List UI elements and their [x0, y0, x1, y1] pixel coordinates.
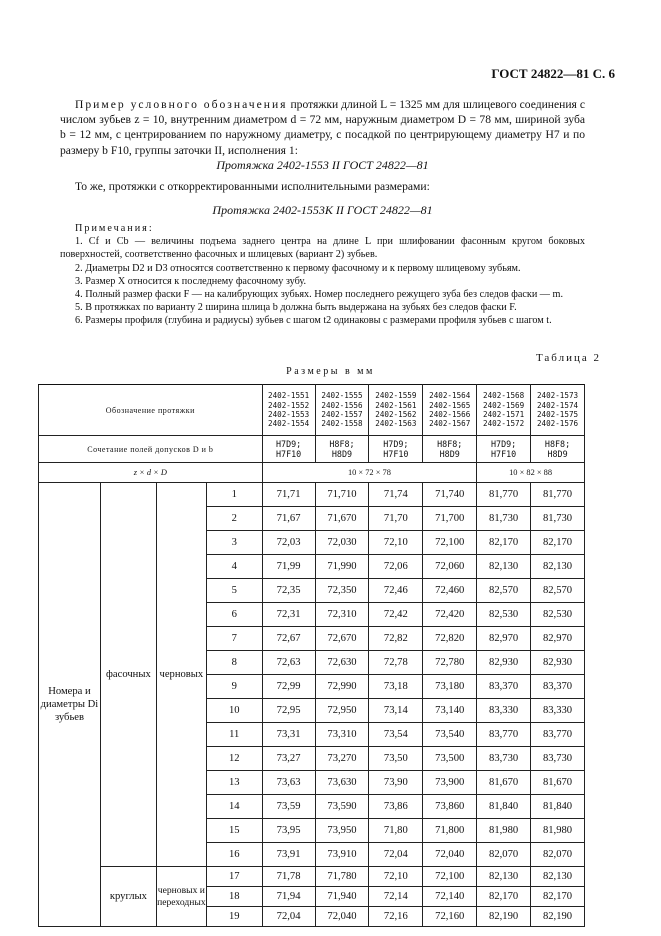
tooth-diameter: 82,170 [477, 531, 531, 555]
notes-title: Примечания: [75, 223, 154, 234]
tol-col-3: H7D9; H7F10 [369, 436, 423, 463]
tooth-number: 16 [206, 843, 262, 867]
tooth-number: 17 [206, 867, 262, 887]
tooth-diameter: 83,730 [477, 747, 531, 771]
tooth-diameter: 73,310 [315, 723, 369, 747]
tooth-number: 18 [206, 887, 262, 907]
dimensions-table [38, 384, 585, 927]
tooth-diameter: 73,630 [315, 771, 369, 795]
example-text: протяжки длиной L = 1325 мм для шлицевого соединения с числом зубьев z = 10, внутренним диаметром d = 72 мм, наружным диаметром D = 78 мм, шириной зуба b = 12 мм, с центрированием по наружному диаметру, с посадкой по центрирующему диаметру H7 и по размеру b F10, группы заточки II, исполнения 1: [60, 98, 585, 157]
tooth-diameter: 71,670 [315, 507, 369, 531]
tooth-diameter: 82,070 [531, 843, 585, 867]
tooth-diameter: 72,350 [315, 579, 369, 603]
codes-col-3: 2402-1559 2402-1561 2402-1562 2402-1563 [369, 385, 423, 436]
tooth-diameter: 72,06 [369, 555, 423, 579]
tooth-diameter: 72,460 [423, 579, 477, 603]
tooth-diameter: 73,180 [423, 675, 477, 699]
tooth-diameter: 73,140 [423, 699, 477, 723]
tooth-diameter: 82,930 [531, 651, 585, 675]
table-caption: Таблица 2 [535, 352, 601, 364]
tooth-diameter: 81,840 [477, 795, 531, 819]
dims-label: z × d × D [39, 463, 263, 483]
tooth-diameter: 72,67 [262, 627, 315, 651]
codes-col-2: 2402-1555 2402-1556 2402-1557 2402-1558 [315, 385, 369, 436]
tooth-diameter: 72,040 [423, 843, 477, 867]
tol-col-6: H8F8; H8D9 [531, 436, 585, 463]
tooth-diameter: 72,990 [315, 675, 369, 699]
tooth-diameter: 81,770 [531, 483, 585, 507]
sub-label-rough: черновых [156, 483, 206, 867]
tooth-diameter: 71,780 [315, 867, 369, 887]
tooth-number: 8 [206, 651, 262, 675]
tooth-diameter: 72,04 [369, 843, 423, 867]
note-2: 2. Диаметры D2 и D3 относятся соответственно к первому фасочному и к первому шлицевому зубьям. [75, 262, 521, 274]
tooth-diameter: 81,730 [531, 507, 585, 531]
tooth-diameter: 72,630 [315, 651, 369, 675]
tooth-diameter: 72,820 [423, 627, 477, 651]
tooth-diameter: 82,070 [477, 843, 531, 867]
tooth-diameter: 72,16 [369, 907, 423, 927]
tooth-diameter: 71,71 [262, 483, 315, 507]
tooth-diameter: 72,04 [262, 907, 315, 927]
tooth-diameter: 71,710 [315, 483, 369, 507]
tooth-number: 3 [206, 531, 262, 555]
tooth-diameter: 73,27 [262, 747, 315, 771]
tooth-diameter: 71,99 [262, 555, 315, 579]
tooth-diameter: 71,80 [369, 819, 423, 843]
tooth-diameter: 82,170 [531, 531, 585, 555]
tooth-diameter: 71,67 [262, 507, 315, 531]
example-lead: Пример условного обозначения [75, 98, 288, 111]
tooth-diameter: 73,540 [423, 723, 477, 747]
tooth-diameter: 72,950 [315, 699, 369, 723]
tooth-diameter: 72,780 [423, 651, 477, 675]
sub-label-round: круглых [100, 867, 156, 927]
tooth-diameter: 83,330 [477, 699, 531, 723]
tooth-number: 1 [206, 483, 262, 507]
tooth-diameter: 73,270 [315, 747, 369, 771]
tooth-diameter: 82,570 [531, 579, 585, 603]
tooth-diameter: 72,46 [369, 579, 423, 603]
tooth-diameter: 81,840 [531, 795, 585, 819]
tooth-diameter: 72,100 [423, 531, 477, 555]
tooth-diameter: 73,31 [262, 723, 315, 747]
tooth-diameter: 73,91 [262, 843, 315, 867]
tol-col-1: H7D9; H7F10 [262, 436, 315, 463]
page-header: ГОСТ 24822—81 С. 6 [491, 66, 615, 81]
tooth-diameter: 83,370 [477, 675, 531, 699]
tooth-diameter: 82,930 [477, 651, 531, 675]
tooth-diameter: 72,420 [423, 603, 477, 627]
tooth-diameter: 73,14 [369, 699, 423, 723]
tooth-diameter: 73,860 [423, 795, 477, 819]
tooth-diameter: 81,980 [531, 819, 585, 843]
tooth-diameter: 71,70 [369, 507, 423, 531]
tooth-diameter: 71,940 [315, 887, 369, 907]
sub-label-rough-trans: черновых и переходных [156, 867, 206, 927]
tooth-diameter: 73,95 [262, 819, 315, 843]
tooth-number: 5 [206, 579, 262, 603]
tooth-diameter: 72,10 [369, 867, 423, 887]
tol-col-4: H8F8; H8D9 [423, 436, 477, 463]
notes-block [60, 222, 585, 328]
tooth-diameter: 83,770 [531, 723, 585, 747]
tooth-diameter: 82,570 [477, 579, 531, 603]
tooth-diameter: 73,63 [262, 771, 315, 795]
tooth-number: 7 [206, 627, 262, 651]
tooth-diameter: 71,78 [262, 867, 315, 887]
tooth-number: 14 [206, 795, 262, 819]
tooth-diameter: 72,14 [369, 887, 423, 907]
codes-col-4: 2402-1564 2402-1565 2402-1566 2402-1567 [423, 385, 477, 436]
tooth-diameter: 72,060 [423, 555, 477, 579]
tooth-number: 19 [206, 907, 262, 927]
tooth-diameter: 82,530 [531, 603, 585, 627]
tooth-diameter: 83,330 [531, 699, 585, 723]
tooth-diameter: 73,500 [423, 747, 477, 771]
tooth-diameter: 73,590 [315, 795, 369, 819]
tooth-diameter: 73,910 [315, 843, 369, 867]
tooth-diameter: 73,90 [369, 771, 423, 795]
tooth-diameter: 72,030 [315, 531, 369, 555]
group-label: Номера и диаметры Di зубьев [39, 483, 101, 927]
designation-2: Протяжка 2402-1553К II ГОСТ 24822—81 [212, 203, 433, 217]
tooth-number: 4 [206, 555, 262, 579]
tooth-diameter: 82,130 [477, 867, 531, 887]
tooth-diameter: 81,670 [531, 771, 585, 795]
codes-col-6: 2402-1573 2402-1574 2402-1575 2402-1576 [531, 385, 585, 436]
tooth-diameter: 71,990 [315, 555, 369, 579]
tooth-diameter: 71,700 [423, 507, 477, 531]
tooth-diameter: 82,170 [531, 887, 585, 907]
example-paragraph [60, 97, 585, 158]
tooth-diameter: 82,170 [477, 887, 531, 907]
tooth-diameter: 83,370 [531, 675, 585, 699]
tol-col-2: H8F8; H8D9 [315, 436, 369, 463]
tooth-number: 15 [206, 819, 262, 843]
codes-col-5: 2402-1568 2402-1569 2402-1571 2402-1572 [477, 385, 531, 436]
tol-col-5: H7D9; H7F10 [477, 436, 531, 463]
header-designation-label: Обозначение протяжки [39, 385, 263, 436]
tooth-diameter: 81,730 [477, 507, 531, 531]
tooth-number: 6 [206, 603, 262, 627]
tooth-diameter: 81,670 [477, 771, 531, 795]
tooth-diameter: 71,74 [369, 483, 423, 507]
codes-col-1: 2402-1551 2402-1552 2402-1553 2402-1554 [262, 385, 315, 436]
sub-label-chamfer: фасочных [100, 483, 156, 867]
tooth-diameter: 72,78 [369, 651, 423, 675]
tooth-diameter: 72,160 [423, 907, 477, 927]
tooth-number: 10 [206, 699, 262, 723]
tooth-diameter: 72,040 [315, 907, 369, 927]
table-row [39, 867, 585, 887]
tooth-diameter: 83,770 [477, 723, 531, 747]
tooth-diameter: 71,740 [423, 483, 477, 507]
note-3: 3. Размер X относится к последнему фасочному зубу. [75, 275, 307, 287]
tooth-diameter: 72,63 [262, 651, 315, 675]
note-5: 5. В протяжках по варианту 2 ширина шлица b должна быть выдержана на зубьях без следов фаски F. [75, 302, 517, 314]
tooth-number: 9 [206, 675, 262, 699]
note-4: 4. Полный размер фаски F — на калибрующих зубьях. Номер последнего режущего зуба без следов фаски — m. [75, 289, 564, 301]
tooth-diameter: 72,670 [315, 627, 369, 651]
tooth-diameter: 82,130 [531, 555, 585, 579]
tooth-diameter: 73,59 [262, 795, 315, 819]
table-row [39, 483, 585, 507]
tooth-number: 11 [206, 723, 262, 747]
tooth-diameter: 73,950 [315, 819, 369, 843]
tooth-diameter: 73,54 [369, 723, 423, 747]
tooth-diameter: 73,18 [369, 675, 423, 699]
tooth-diameter: 73,86 [369, 795, 423, 819]
tooth-diameter: 72,10 [369, 531, 423, 555]
tooth-diameter: 72,82 [369, 627, 423, 651]
tooth-diameter: 72,31 [262, 603, 315, 627]
dims-group-2: 10 × 82 × 88 [477, 463, 585, 483]
tooth-diameter: 71,94 [262, 887, 315, 907]
tooth-diameter: 73,900 [423, 771, 477, 795]
tooth-diameter: 72,100 [423, 867, 477, 887]
tooth-diameter: 72,99 [262, 675, 315, 699]
tooth-diameter: 72,95 [262, 699, 315, 723]
tooth-diameter: 82,130 [477, 555, 531, 579]
tooth-number: 12 [206, 747, 262, 771]
tooth-diameter: 82,530 [477, 603, 531, 627]
same-text: То же, протяжки с откорректированными исполнительными размерами: [75, 180, 430, 193]
tooth-diameter: 72,310 [315, 603, 369, 627]
tooth-diameter: 73,50 [369, 747, 423, 771]
tooth-number: 2 [206, 507, 262, 531]
note-1: 1. Cf и Cb — величины подъема заднего центра на длине L при шлифовании фасонным кругом боковых поверхностей, соответственно фасочных и шлицевых (вариант 2) зубьев. [60, 236, 585, 261]
tooth-number: 13 [206, 771, 262, 795]
tooth-diameter: 81,770 [477, 483, 531, 507]
dims-group-1: 10 × 72 × 78 [262, 463, 477, 483]
tooth-diameter: 72,140 [423, 887, 477, 907]
tooth-diameter: 82,970 [531, 627, 585, 651]
header-tolerance-label: Сочетание полей допусков D и b [39, 436, 263, 463]
tooth-diameter: 83,730 [531, 747, 585, 771]
tooth-diameter: 71,800 [423, 819, 477, 843]
note-6: 6. Размеры профиля (глубина и радиусы) зубьев с шагом t2 одинаковы с размерами профиля зубьев с шагом t. [75, 315, 552, 327]
designation-1: Протяжка 2402-1553 II ГОСТ 24822—81 [216, 158, 429, 172]
tooth-diameter: 82,970 [477, 627, 531, 651]
tooth-diameter: 72,35 [262, 579, 315, 603]
tooth-diameter: 82,190 [477, 907, 531, 927]
tooth-diameter: 82,190 [531, 907, 585, 927]
tooth-diameter: 82,130 [531, 867, 585, 887]
tooth-diameter: 72,42 [369, 603, 423, 627]
tooth-diameter: 81,980 [477, 819, 531, 843]
table-units: Размеры в мм [286, 366, 375, 377]
tooth-diameter: 72,03 [262, 531, 315, 555]
